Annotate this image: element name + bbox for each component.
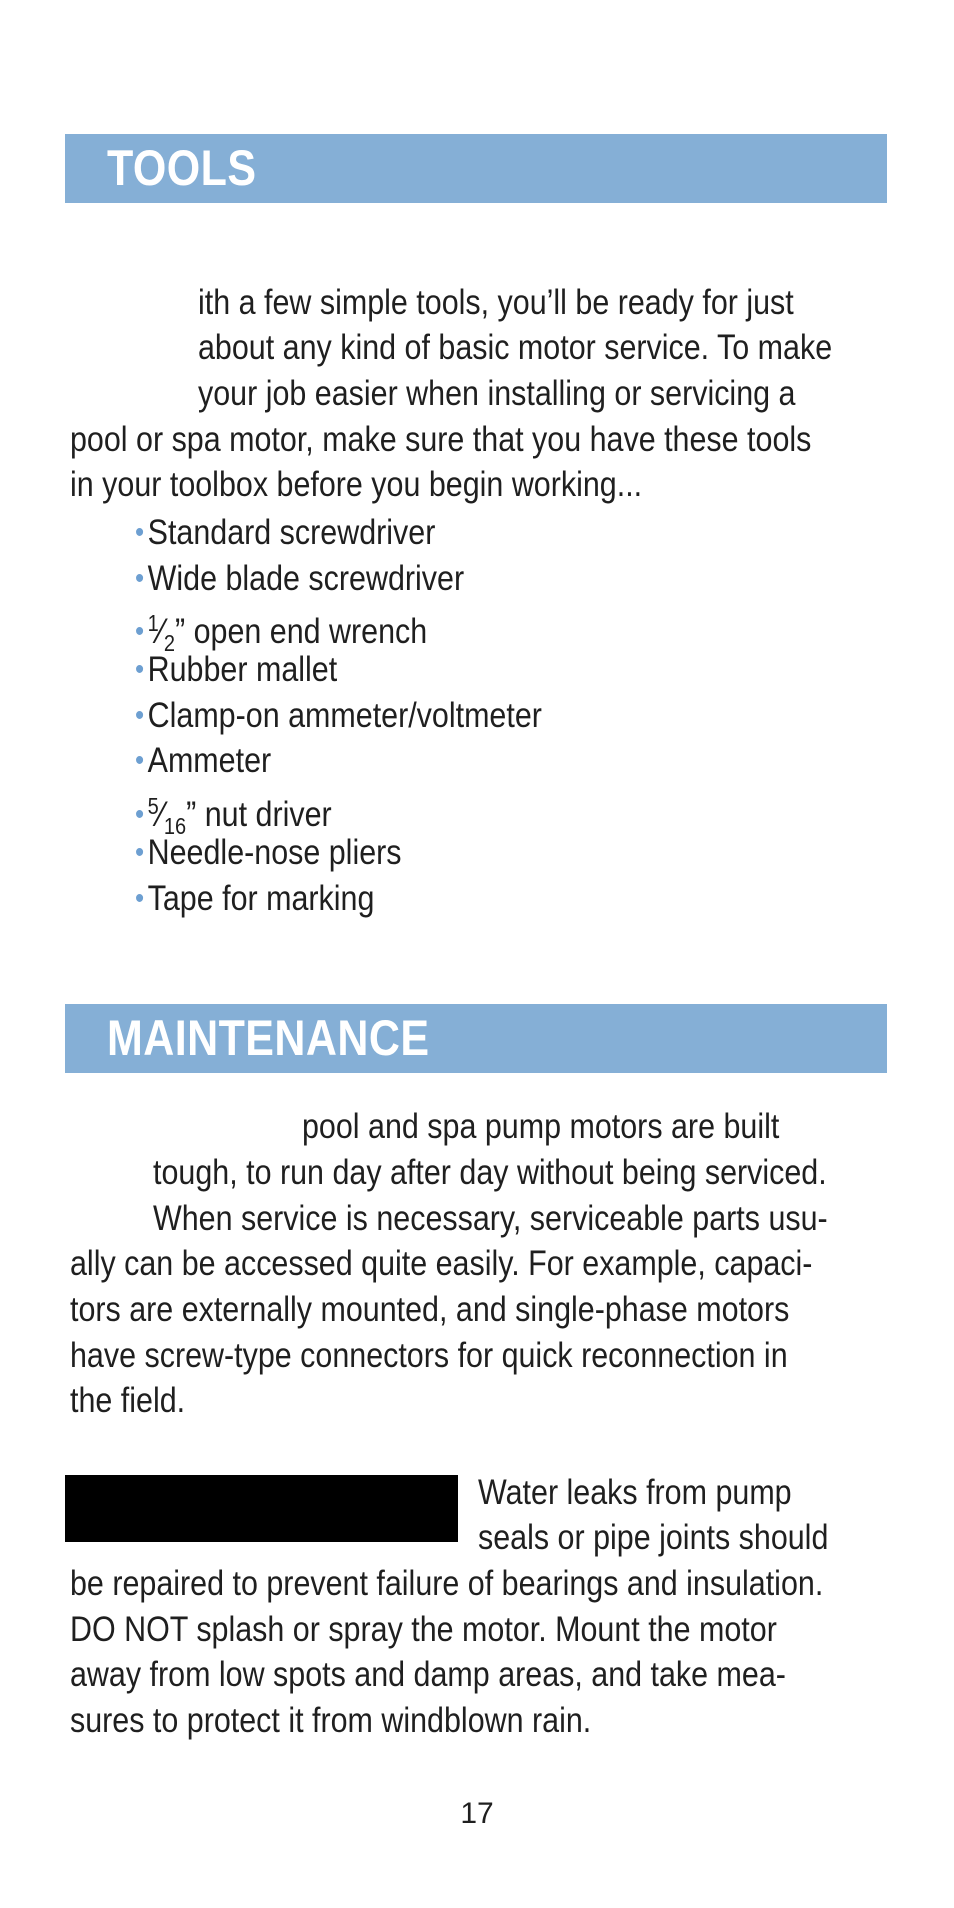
list-item: •Standard screwdriver: [135, 510, 603, 556]
maintenance-p2-line-3: be repaired to prevent failure of bearings and insulation.: [70, 1564, 824, 1603]
list-item: •Needle-nose pliers: [135, 830, 603, 876]
maintenance-p1-line-6: have screw-type connectors for quick reconnection in: [70, 1336, 788, 1375]
maintenance-p2-line-5: away from low spots and damp areas, and take mea-: [70, 1655, 786, 1694]
maintenance-p1-line-5: tors are externally mounted, and single-phase motors: [70, 1290, 790, 1329]
list-item: •Rubber mallet: [135, 647, 603, 693]
page-number: 17: [460, 1797, 494, 1830]
tools-intro-line-5: in your toolbox before you begin working...: [70, 465, 643, 504]
maintenance-p1-line-4: ally can be accessed quite easily. For example, capaci-: [70, 1244, 813, 1283]
maintenance-p2-line-4: DO NOT splash or spray the motor. Mount the motor: [70, 1610, 777, 1649]
bullet-icon: •: [135, 798, 145, 832]
maintenance-heading-banner: [65, 1004, 887, 1073]
tools-list: [135, 510, 603, 921]
bullet-icon: •: [135, 744, 145, 778]
list-item: •Wide blade screwdriver: [135, 556, 603, 602]
bullet-icon: •: [135, 698, 145, 732]
list-item: • $^1⁄_2$” open end wrench: [135, 610, 428, 657]
maintenance-p1-line-1: pool and spa pump motors are built: [302, 1107, 780, 1146]
fraction-half: $^1⁄_2$: [147, 610, 175, 657]
tools-intro-line-3: your job easier when installing or servicing a: [198, 374, 796, 413]
tools-intro-line-1: ith a few simple tools, you’ll be ready for just: [198, 283, 794, 322]
maintenance-heading: MAINTENANCE: [107, 1010, 430, 1066]
bullet-icon: •: [135, 615, 145, 649]
bullet-icon: •: [135, 516, 145, 549]
maintenance-p1-line-3: When service is necessary, serviceable parts usu-: [153, 1199, 828, 1238]
redaction-block: [65, 1475, 458, 1542]
tools-heading-banner: [65, 134, 887, 203]
maintenance-p2-line-1: Water leaks from pump: [478, 1473, 792, 1512]
bullet-icon: •: [135, 653, 145, 687]
maintenance-p1-line-7: the field.: [70, 1381, 186, 1420]
tools-heading: TOOLS: [107, 140, 257, 196]
bullet-icon: •: [135, 881, 145, 915]
list-item: •Clamp-on ammeter/voltmeter: [135, 693, 603, 739]
tools-intro-line-2: about any kind of basic motor service. To make: [198, 328, 833, 367]
fraction-five-sixteenths: $^5⁄_{16}$: [147, 793, 187, 840]
bullet-icon: •: [135, 561, 145, 595]
maintenance-p1-line-2: tough, to run day after day without being serviced.: [153, 1153, 827, 1192]
list-item: •Ammeter: [135, 738, 603, 784]
maintenance-p2-line-2: seals or pipe joints should: [478, 1518, 829, 1557]
list-item: •Tape for marking: [135, 876, 603, 922]
tools-intro-line-4: pool or spa motor, make sure that you have these tools: [70, 420, 812, 459]
list-item: • $^5⁄_{16}$” nut driver: [135, 793, 332, 840]
maintenance-p2-line-6: sures to protect it from windblown rain.: [70, 1701, 592, 1740]
bullet-icon: •: [135, 835, 145, 869]
